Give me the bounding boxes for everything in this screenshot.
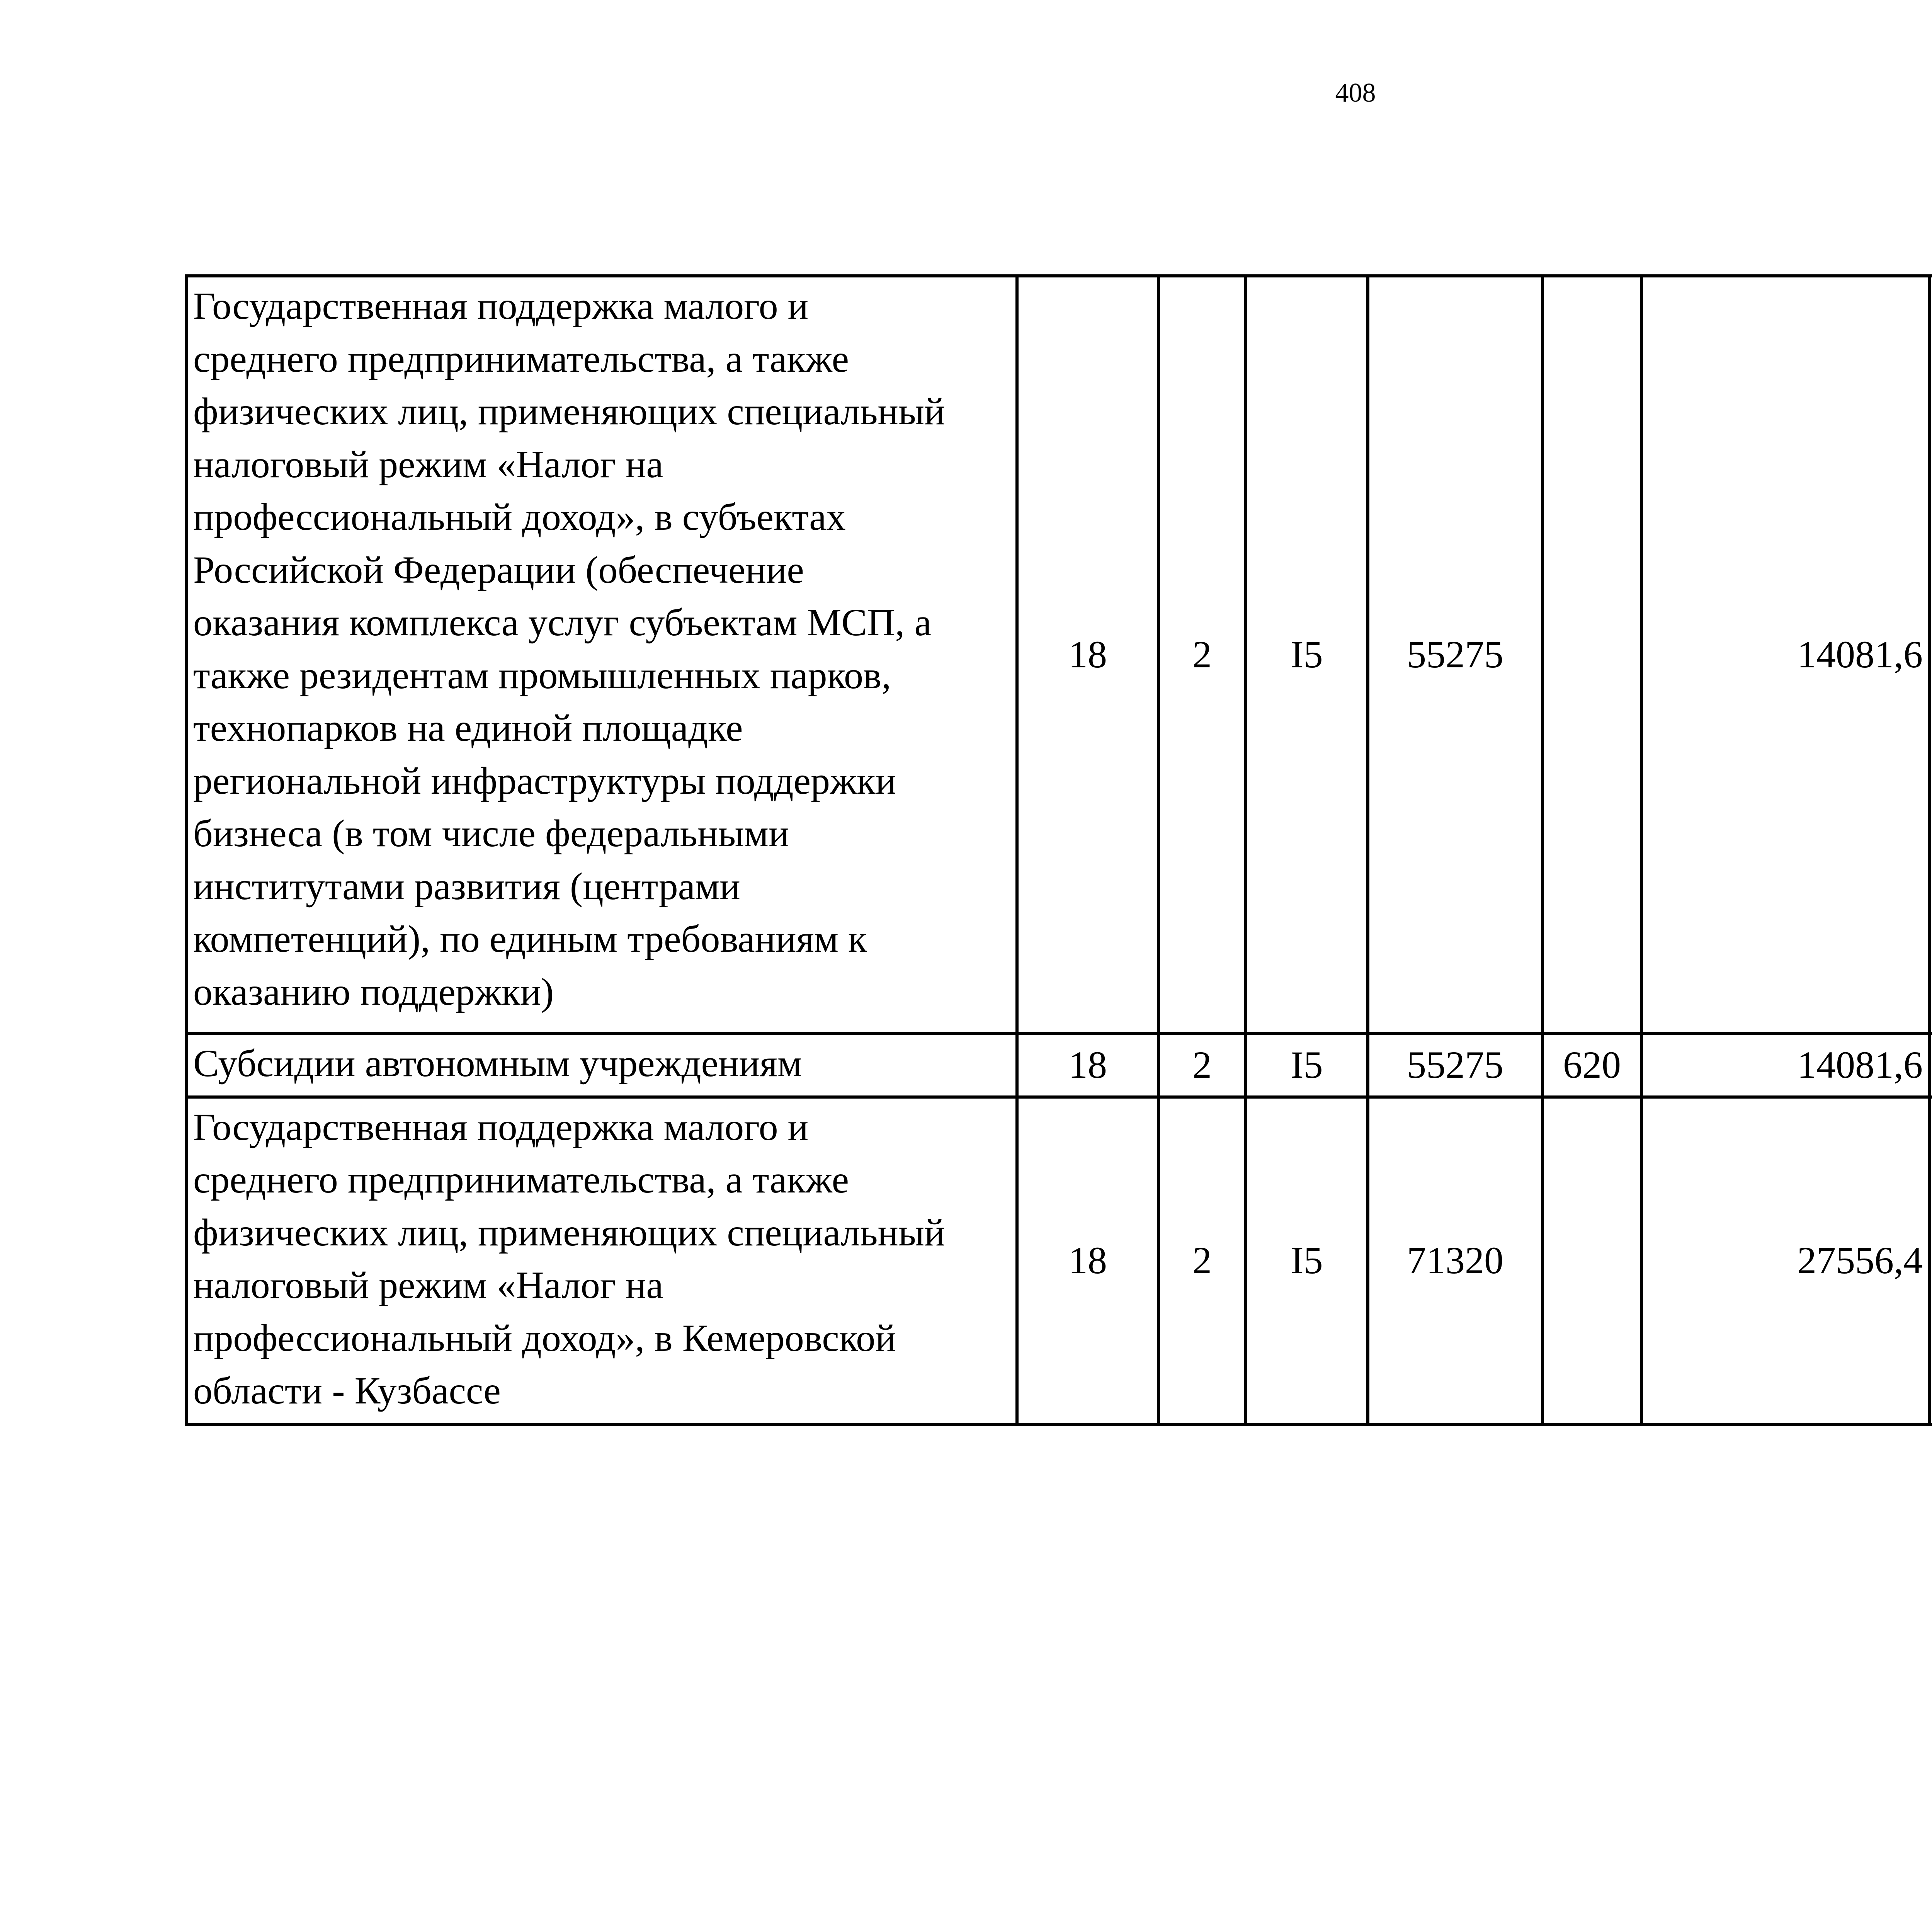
expense-type-cell [1543,1097,1641,1424]
value-2-cell [1930,1097,1932,1424]
subsection-cell: 2 [1158,1097,1246,1424]
program-cell: I5 [1246,1033,1368,1097]
code-cell: 55275 [1368,276,1543,1033]
program-cell: I5 [1246,1097,1368,1424]
section-cell: 18 [1017,1097,1158,1424]
table-row [186,1097,1932,1424]
code-cell: 71320 [1368,1097,1543,1424]
table-row [186,1033,1932,1097]
table-row [186,276,1932,1033]
value-1-cell: 14081,6 [1641,276,1930,1033]
subsection-cell: 2 [1158,276,1246,1033]
value-1-cell: 27556,4 [1641,1097,1930,1424]
program-cell: I5 [1246,276,1368,1033]
row-name-cell: Государственная поддержка малого и среднего предпринимательства, а также физических лиц, применяющих специальный налоговый режим «Налог на профессиональный доход», в субъектах Российской Федерации (обеспечение оказания комплекса услуг субъектам МСП, а также резидентам промышленных парков, технопарков на единой площадке региональной инфраструктуры поддержки бизнеса (в том числе федеральными институтами развития (центрами компетенций), по единым требованиям к оказанию поддержки) [186,276,1017,1033]
expense-type-cell [1543,276,1641,1033]
subsection-cell: 2 [1158,1033,1246,1097]
row-name-cell: Субсидии автономным учреждениям [186,1033,1017,1097]
expense-type-cell: 620 [1543,1033,1641,1097]
code-cell: 55275 [1368,1033,1543,1097]
section-cell: 18 [1017,1033,1158,1097]
value-1-cell: 14081,6 [1641,1033,1930,1097]
section-cell: 18 [1017,276,1158,1033]
value-2-cell [1930,1033,1932,1097]
value-2-cell [1930,276,1932,1033]
row-name-cell: Государственная поддержка малого и среднего предпринимательства, а также физических лиц, применяющих специальный налоговый режим «Налог на профессиональный доход», в Кемеровской области - Кузбассе [186,1097,1017,1424]
page-number: 408 [1335,78,1376,108]
budget-table [185,274,1932,1426]
